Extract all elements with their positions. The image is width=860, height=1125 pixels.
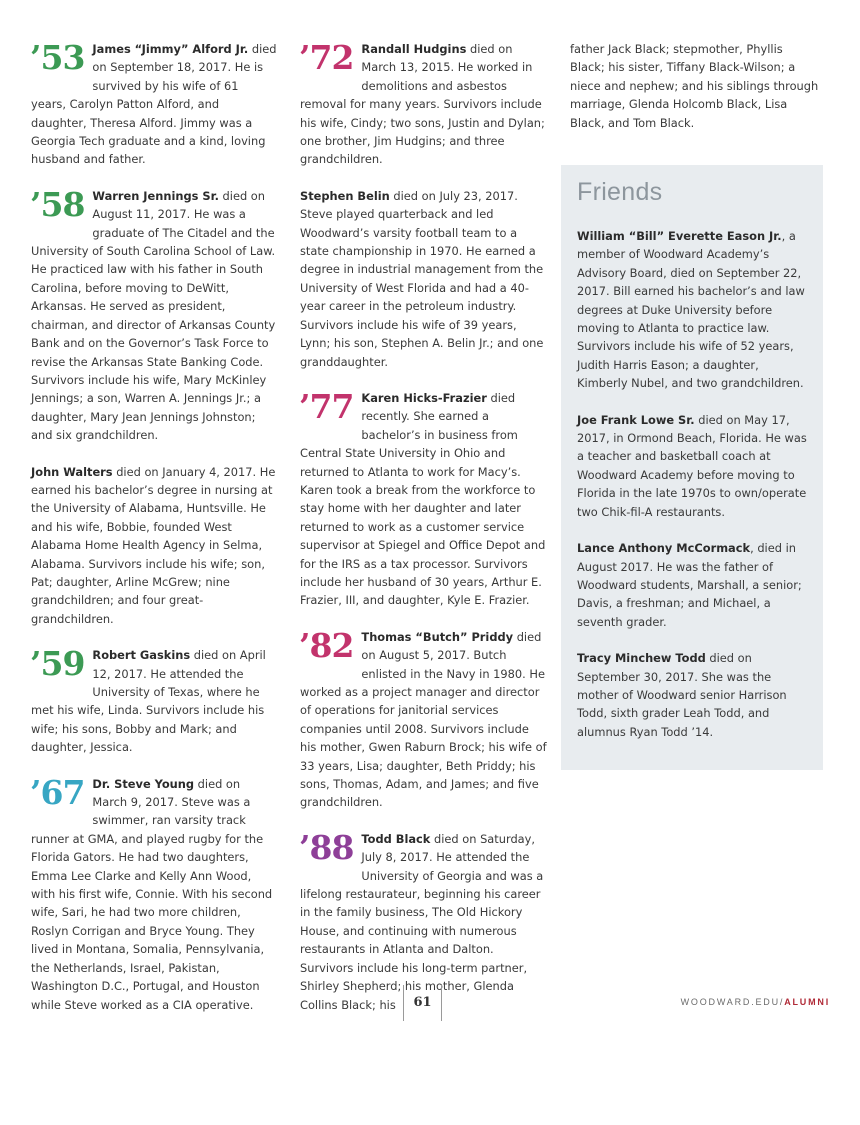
- class-year: ’88: [299, 827, 354, 867]
- friend-name: Joe Frank Lowe Sr.: [577, 412, 695, 427]
- site-url-prefix: WOODWARD.EDU/: [680, 997, 785, 1007]
- obituary-name: Karen Hicks-Frazier: [361, 390, 487, 405]
- obituary-name: Todd Black: [361, 831, 431, 846]
- obituary-entry: [300, 40, 548, 169]
- obituary-name: Dr. Steve Young: [92, 776, 195, 791]
- friend-entry: [577, 539, 807, 631]
- friends-title: Friends: [577, 178, 663, 206]
- obituary-entry: [31, 646, 277, 756]
- obituary-text: died on July 23, 2017. Steve played quarterback and led Woodward’s varsity football team to a state championship in 1970. He earned a degree in industrial management from the University of West Florida and had a 40-year career in the petroleum industry. Survivors include his wife of 39 years, Lynn; his son, Stephen A. Belin Jr.; and one granddaughter.: [300, 188, 544, 369]
- obituary-name: Thomas “Butch” Priddy: [361, 629, 514, 644]
- class-year: ’58: [30, 184, 85, 224]
- friend-entry: [577, 649, 807, 741]
- class-year: ’59: [30, 644, 85, 684]
- obituary-text: died on August 5, 2017. Butch enlisted in the Navy in 1980. He worked as a project manager and director of operations for janitorial services companies until 2008. Survivors include his mother, Gwen Raburn Brock; his wife of 33 years, Lisa; daughter, Beth Priddy; his sons, Thomas, Adam, and James; and five grandchildren.: [300, 629, 547, 810]
- obituary-text: died on March 13, 2015. He worked in demolitions and asbestos removal for many years. Survivors include his wife, Cindy; two sons, Justin and Dylan; one brother, Jim Hudgins; and three grandchildren.: [300, 42, 545, 167]
- obituary-entry: [299, 625, 548, 812]
- obituary-entry: [299, 386, 548, 610]
- obituary-entry: [31, 463, 277, 629]
- column-1: [31, 40, 277, 1032]
- class-year: ’67: [30, 772, 85, 812]
- column-3: [570, 40, 820, 150]
- obituary-text: died on March 9, 2017. Steve was a swimmer, ran varsity track runner at GMA, and played rugby for the Florida Gators. He had two daughters, Emma Lee Clarke and Kelly Ann Wood, with his first wife, Connie. With his second wife, Sari, he had two more children, Roslyn Corrigan and Bryce Young. They lived in Montana, Somalia, Pennsylvania, the Netherlands, Israel, Pakistan, Washington D.C., Portugal, and Houston while Steve worked as a CIA operative.: [31, 776, 273, 1012]
- site-url[interactable]: [681, 997, 830, 1007]
- friend-name: William “Bill” Everette Eason Jr.: [577, 229, 782, 243]
- obituary-entry: [30, 184, 277, 445]
- obituary-name: John Walters: [31, 464, 113, 479]
- class-year: ’82: [299, 625, 354, 665]
- page-number: 61: [403, 985, 442, 1021]
- obituary-text: died on September 18, 2017. He is survived by his wife of 61 years, Carolyn Patton Alford, and daughter, Theresa Alford. Jimmy was a Georgia Tech graduate and a kind, loving husband and father.: [31, 42, 277, 167]
- obituary-entry: [30, 772, 277, 1014]
- obituary-text: died on August 11, 2017. He was a graduate of The Citadel and the University of South Carolina School of Law. He practiced law with his father in South Carolina, before moving to DeWitt, Arkansas. He served as president, chairman, and director of Arkansas County Bank and on the Governor’s Task Force to revise the Arkansas State Banking Code. Survivors include his wife, Mary McKinley Jennings; a son, Warren A. Jennings Jr.; a daughter, Mary Jean Jennings Johnston; and six grandchildren.: [31, 188, 276, 443]
- friends-section: [561, 165, 823, 770]
- obituary-name: James “Jimmy” Alford Jr.: [92, 42, 249, 56]
- friend-entry: [577, 411, 807, 521]
- friend-text: died on September 30, 2017. She was the mother of Woodward senior Harrison Todd, sixth grader Leah Todd, and alumnus Ryan Todd ’14.: [577, 651, 787, 739]
- friend-name: Tracy Minchew Todd: [577, 651, 706, 666]
- obituary-continuation: father Jack Black; stepmother, Phyllis Black; his sister, Tiffany Black-Wilson; a niece and nephew; and his siblings through marriage, Glenda Holcomb Black, Lisa Black, and Tom Black.: [570, 42, 819, 130]
- obituary-text: died recently. She earned a bachelor’s in business from Central State University in Ohio and returned to Atlanta to work for Macy’s. Karen took a break from the workforce to stay home with her daughter and later returned to work as a customer service supervisor at Spiegel and Office Depot and for the IRS as a tax processor. Survivors include her husband of 30 years, Arthur E. Frazier, III, and daughter, Kyle E. Frazier.: [300, 390, 546, 608]
- obituary-text: died on April 12, 2017. He attended the University of Texas, where he met his wife, Linda. Survivors include his wife; his sons, Bobby and Mark; and daughter, Jessica.: [31, 648, 266, 755]
- obituary-entry: [300, 187, 548, 371]
- friend-text: , died in August 2017. He was the father of Woodward students, Marshall, a senior; Davis, a freshman; and Michael, a seventh grader.: [577, 541, 802, 629]
- class-year: ’53: [30, 38, 85, 77]
- site-url-alumni: ALUMNI: [784, 997, 830, 1007]
- obituary-name: Warren Jennings Sr.: [92, 188, 219, 203]
- friend-entry: [577, 227, 807, 393]
- obituary-name: Randall Hudgins: [361, 42, 467, 56]
- class-year: ’77: [299, 386, 354, 426]
- obituary-name: Stephen Belin: [300, 188, 390, 203]
- obituary-entry: [31, 40, 277, 169]
- obituary-text: died on Saturday, July 8, 2017. He attended the University of Georgia and was a lifelong restaurateur, beginning his career in the family business, The Old Hickory House, and continuing with numerous restaurants in Atlanta and Dalton. Survivors include his long-term partner, Shirley Shepherd; his mother, Glenda Collins Black; his: [300, 831, 544, 1012]
- friend-name: Lance Anthony McCormack: [577, 541, 751, 556]
- obituary-text: died on January 4, 2017. He earned his bachelor’s degree in nursing at the University of Alabama, Huntsville. He and his wife, Bobbie, founded West Alabama Home Health Agency in Selma, Alabama. Survivors include his wife; son, Pat; daughter, Arline McGrew; nine grandchildren; and four great-grandchildren.: [31, 464, 276, 626]
- obituary-name: Robert Gaskins: [92, 648, 191, 663]
- friend-text: , a member of Woodward Academy’s Advisory Board, died on September 22, 2017. Bill earned his bachelor’s and law degrees at Duke University before moving to Atlanta to practice law. Survivors include his wife of 52 years, Judith Harris Eason; a daughter, Kimberly Nubel, and two grandchildren.: [577, 229, 805, 391]
- column-2: [300, 40, 548, 1032]
- friend-text: died on May 17, 2017, in Ormond Beach, Florida. He was a teacher and basketball coach at Woodward Academy before moving to Florida in the late 1970s to own/operate two Chik-fil-A restaurants.: [577, 412, 807, 519]
- class-year: ’72: [299, 38, 354, 77]
